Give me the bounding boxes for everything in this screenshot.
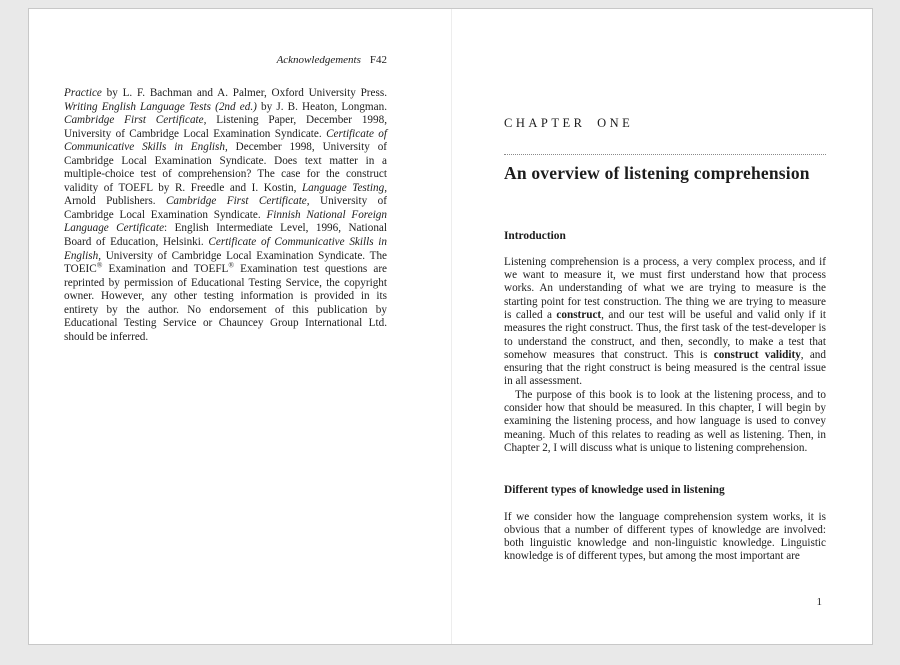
chapter-title: An overview of listening comprehension	[504, 163, 810, 183]
acknowledgements-paragraph: Practice by L. F. Bachman and A. Palmer, Oxford University Press. Writing English Language Tests (2nd ed.) by J. B. Heaton, Longman. Cambridge First Certificate, Listening Paper, December 1998, University of Cambridge Local Examination Syndicate. Certificate of Communicative Skills in English, December 1998, University of Cambridge Local Examination Syndicate. Does text matter in a multiple-choice test of comprehension? The case for the construct validity of TOEFL by R. Freedle and I. Kostin, Language Testing, Arnold Publishers. Cambridge First Certificate, University of Cambridge Local Examination Syndicate. Finnish National Foreign Language Certificate: English Intermediate Level, 1996, National Board of Education, Helsinki. Certificate of Communicative Skills in English, University of Cambridge Local Examination Syndicate. The TOEIC® Examination and TOEFL® Examination test questions are reprinted by permission of Educational Testing Service, the copyright owner. However, any other testing information is provided in its entirety by the author. No endorsement of this publication by Educational Testing Service or Chauncey Group International Ltd. should be inferred.	[64, 87, 388, 343]
left-page	[64, 54, 387, 344]
page-number: 1	[816, 596, 822, 608]
chapter-label: CHAPTER ONE	[504, 116, 634, 130]
page-spine-divider	[451, 9, 452, 644]
book-spread	[28, 8, 873, 645]
section-heading-introduction: Introduction	[504, 229, 566, 242]
chapter-dotted-rule	[504, 154, 826, 155]
body-paragraph: The purpose of this book is to look at the listening process, and to consider how that should be measured. In this chapter, I will begin by examining the listening process, and how language is used to convey meaning. Much of this relates to reading as well as listening. Then, in Chapter 2, I will discuss what is unique to listening comprehension.	[504, 388, 826, 454]
right-page	[504, 116, 826, 564]
running-header-page-number: F42	[369, 54, 387, 66]
section-heading-knowledge-types: Different types of knowledge used in listening	[504, 484, 725, 497]
running-header-title: Acknowledgements	[276, 54, 361, 66]
body-paragraph: If we consider how the language comprehension system works, it is obvious that a number of different types of knowledge are involved: both linguistic knowledge and non-linguistic knowledge. Linguistic knowledge is of different types, but among the most important are	[504, 510, 826, 563]
body-paragraph: Listening comprehension is a process, a very complex process, and if we want to measure it, we must first understand how that process works. An understanding of what we are trying to measure is the starting point for test construction. The thing we are trying to measure is called a construct, and our test will be useful and valid only if it measures the right construct. Thus, the first task of the test-developer is to understand the construct, and then, secondly, to make a test that somehow measures that construct. This is construct validity, and ensuring that the right construct is being measured is the central issue in all assessment.	[504, 255, 827, 388]
running-header	[64, 54, 387, 67]
